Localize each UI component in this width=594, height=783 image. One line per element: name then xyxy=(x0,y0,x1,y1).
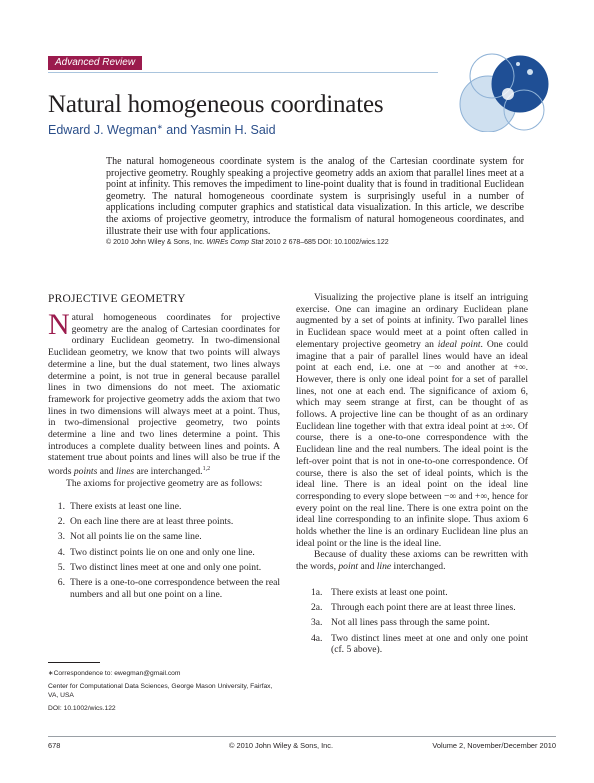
affiliation-note: Center for Computational Data Sciences, George Mason University, Fairfax, VA, USA xyxy=(48,683,273,699)
visualizing-paragraph xyxy=(296,292,528,549)
visualizing-text-a: Visualizing the projective plane is itself an intriguing exercise. One can imagine an ordinary Euclidean plane augmented by a set of points at infinity. Two parallel lines in Euclidean space would meet at a point often called in elementary projective geometry an xyxy=(296,292,528,350)
axiom-text: There is a one-to-one correspondence between the real numbers and all but one point on a line. xyxy=(70,577,280,600)
axiom-number: 2. xyxy=(57,516,65,528)
copyright-journal: WIREs Comp Stat xyxy=(206,239,264,247)
duality-text: Because of duality these axioms can be rewritten with the words, xyxy=(296,549,528,573)
reference-superscript: 1,2 xyxy=(202,466,211,473)
axiom-text: Not all points lie on the same line. xyxy=(70,531,202,543)
duality-end: interchanged. xyxy=(391,561,446,573)
dual-axiom-text: There exists at least one point. xyxy=(331,586,448,598)
duality-line-word: line xyxy=(376,561,392,573)
intro-text: atural homogeneous coordinates for projective geometry are the analog of Cartesian coordinates for ordinary Euclidean geometry. In two-dimensional Euclidean geometry, we know that two points will always determine a line, but the dual statement, two lines always determine a point, is not true in general because parallel lines in two dimensions do not meet. The axiomatic framework for projective geometry adds the axiom that two lines in two dimensions will always meet at a point. Thus, in two-dimensional projective geometry, two points determine a line and two lines determine a point. This introduces a complete duality between lines and points. A statement true about points and lines will also be true if the words xyxy=(48,312,280,478)
axioms-intro: The axioms for projective geometry are as follows: xyxy=(66,478,263,490)
footnotes xyxy=(48,662,280,717)
header-rule xyxy=(48,72,438,73)
dual-axiom-number: 4a. xyxy=(311,632,323,644)
drop-cap: N xyxy=(48,308,70,341)
author-rest: and Yasmin H. Said xyxy=(162,123,276,138)
intro-and: and xyxy=(97,466,116,478)
section-heading: PROJECTIVE GEOMETRY xyxy=(48,293,186,305)
axiom-number: 5. xyxy=(57,561,65,573)
article-authors xyxy=(48,123,276,137)
axiom-number: 4. xyxy=(57,546,65,558)
dual-axiom-text: Two distinct lines meet at one and only one point (cf. 5 above). xyxy=(331,632,528,656)
page-number: 678 xyxy=(48,741,61,750)
visualizing-text-b: . One could imagine that a pair of parallel lines would have an ideal point at each end, i.e. one at −∞ and another at +∞. However, there is only one ideal point for a set of parallel lines, not one at each end. The significance of axiom 6, which may seem strange at first, can be thought of as follows. A projective line can be thought of as an ordinary Euclidean line together with that extra ideal point at ±∞. Of course, there is a one-to-one correspondence with the Euclidean line and the real numbers. The ideal point is the left-over point that is not in one-to-one correspondence. Of course, there is also the set of ideal points, which is the ideal line. There is an ideal point on the ideal line corresponding to every slope between −∞ and +∞, hence for every point on the real line. There is one extra point on the ideal line corresponding to an infinite slope. Thus axiom 6 holds whether the line is an ordinary Euclidean line plus an ideal point or the line is the ideal line. xyxy=(296,338,528,549)
footer-copyright: © 2010 John Wiley & Sons, Inc. xyxy=(229,741,334,750)
intro-points-word: points xyxy=(73,466,98,478)
dual-axiom-number: 1a. xyxy=(311,586,323,598)
axiom-item xyxy=(48,531,280,543)
dual-axiom-item xyxy=(311,633,528,656)
author-mark: ∗ xyxy=(156,124,163,131)
copyright-part-a: © 2010 John Wiley & Sons, Inc. xyxy=(106,239,207,247)
axiom-item xyxy=(48,547,280,559)
dual-axiom-item xyxy=(311,602,528,614)
abstract-text: The natural homogeneous coordinate system is the analog of the Cartesian coordinate system for projective geometry. Roughly speaking a projective geometry adds an axiom that parallel lines meet at a point at infinity. This removes the impediment to line-point duality that is found in traditional Euclidean geometry. The natural homogeneous coordinate system is surprisingly useful in a number of applications including computer graphics and statistical data visualization. In this article, we describe the axioms of projective geometry, introduce the formalism of natural homogeneous coordinates, and illustrate their use with four applications. xyxy=(106,156,524,237)
dual-axiom-text: Not all lines pass through the same point. xyxy=(331,617,490,629)
correspondence-note: ∗Correspondence to: ewegman@gmail.com xyxy=(48,670,181,677)
copyright-part-b: 2010 2 678–685 DOI: 10.1002/wics.122 xyxy=(263,239,389,247)
axiom-number: 1. xyxy=(57,500,65,512)
review-type-tag: Advanced Review xyxy=(48,56,142,70)
intro-end: are interchanged. xyxy=(134,466,203,478)
dual-axiom-item xyxy=(311,617,528,629)
ideal-point-term: ideal point xyxy=(437,338,481,350)
intro-paragraph xyxy=(48,308,280,478)
axiom-item xyxy=(48,562,280,574)
footer-rule xyxy=(48,736,556,737)
dual-axiom-number: 3a. xyxy=(311,617,323,629)
footer-volume: Volume 2, November/December 2010 xyxy=(432,741,556,750)
author-first: Edward J. Wegman xyxy=(48,123,157,138)
right-column xyxy=(296,292,528,660)
axiom-text: Two distinct points lie on one and only one line. xyxy=(70,546,255,558)
wires-circles-logo xyxy=(448,52,558,132)
duality-paragraph xyxy=(296,549,528,572)
axiom-item xyxy=(48,516,280,528)
abstract-copyright xyxy=(106,237,524,249)
axiom-list xyxy=(48,501,280,601)
axiom-text: Two distinct lines meet at one and only one point. xyxy=(70,561,262,573)
intro-lines-word: lines xyxy=(115,466,135,478)
axiom-text: On each line there are at least three points. xyxy=(70,516,234,528)
axiom-item xyxy=(48,501,280,513)
duality-and: and xyxy=(358,561,377,573)
footnote-rule xyxy=(48,662,100,663)
dual-axiom-text: Through each point there are at least three lines. xyxy=(331,602,516,614)
axiom-text: There exists at least one line. xyxy=(70,500,182,512)
doi-note: DOI: 10.1002/wics.122 xyxy=(48,705,116,712)
axiom-item xyxy=(48,577,280,600)
axiom-number: 3. xyxy=(57,531,65,543)
article-title: Natural homogeneous coordinates xyxy=(48,91,384,118)
abstract xyxy=(106,156,524,249)
dual-axiom-number: 2a. xyxy=(311,602,323,614)
dual-axiom-item xyxy=(311,587,528,599)
axiom-number: 6. xyxy=(57,577,65,589)
duality-point-word: point xyxy=(338,561,359,573)
dual-axiom-list xyxy=(296,587,528,656)
left-column xyxy=(48,292,280,604)
